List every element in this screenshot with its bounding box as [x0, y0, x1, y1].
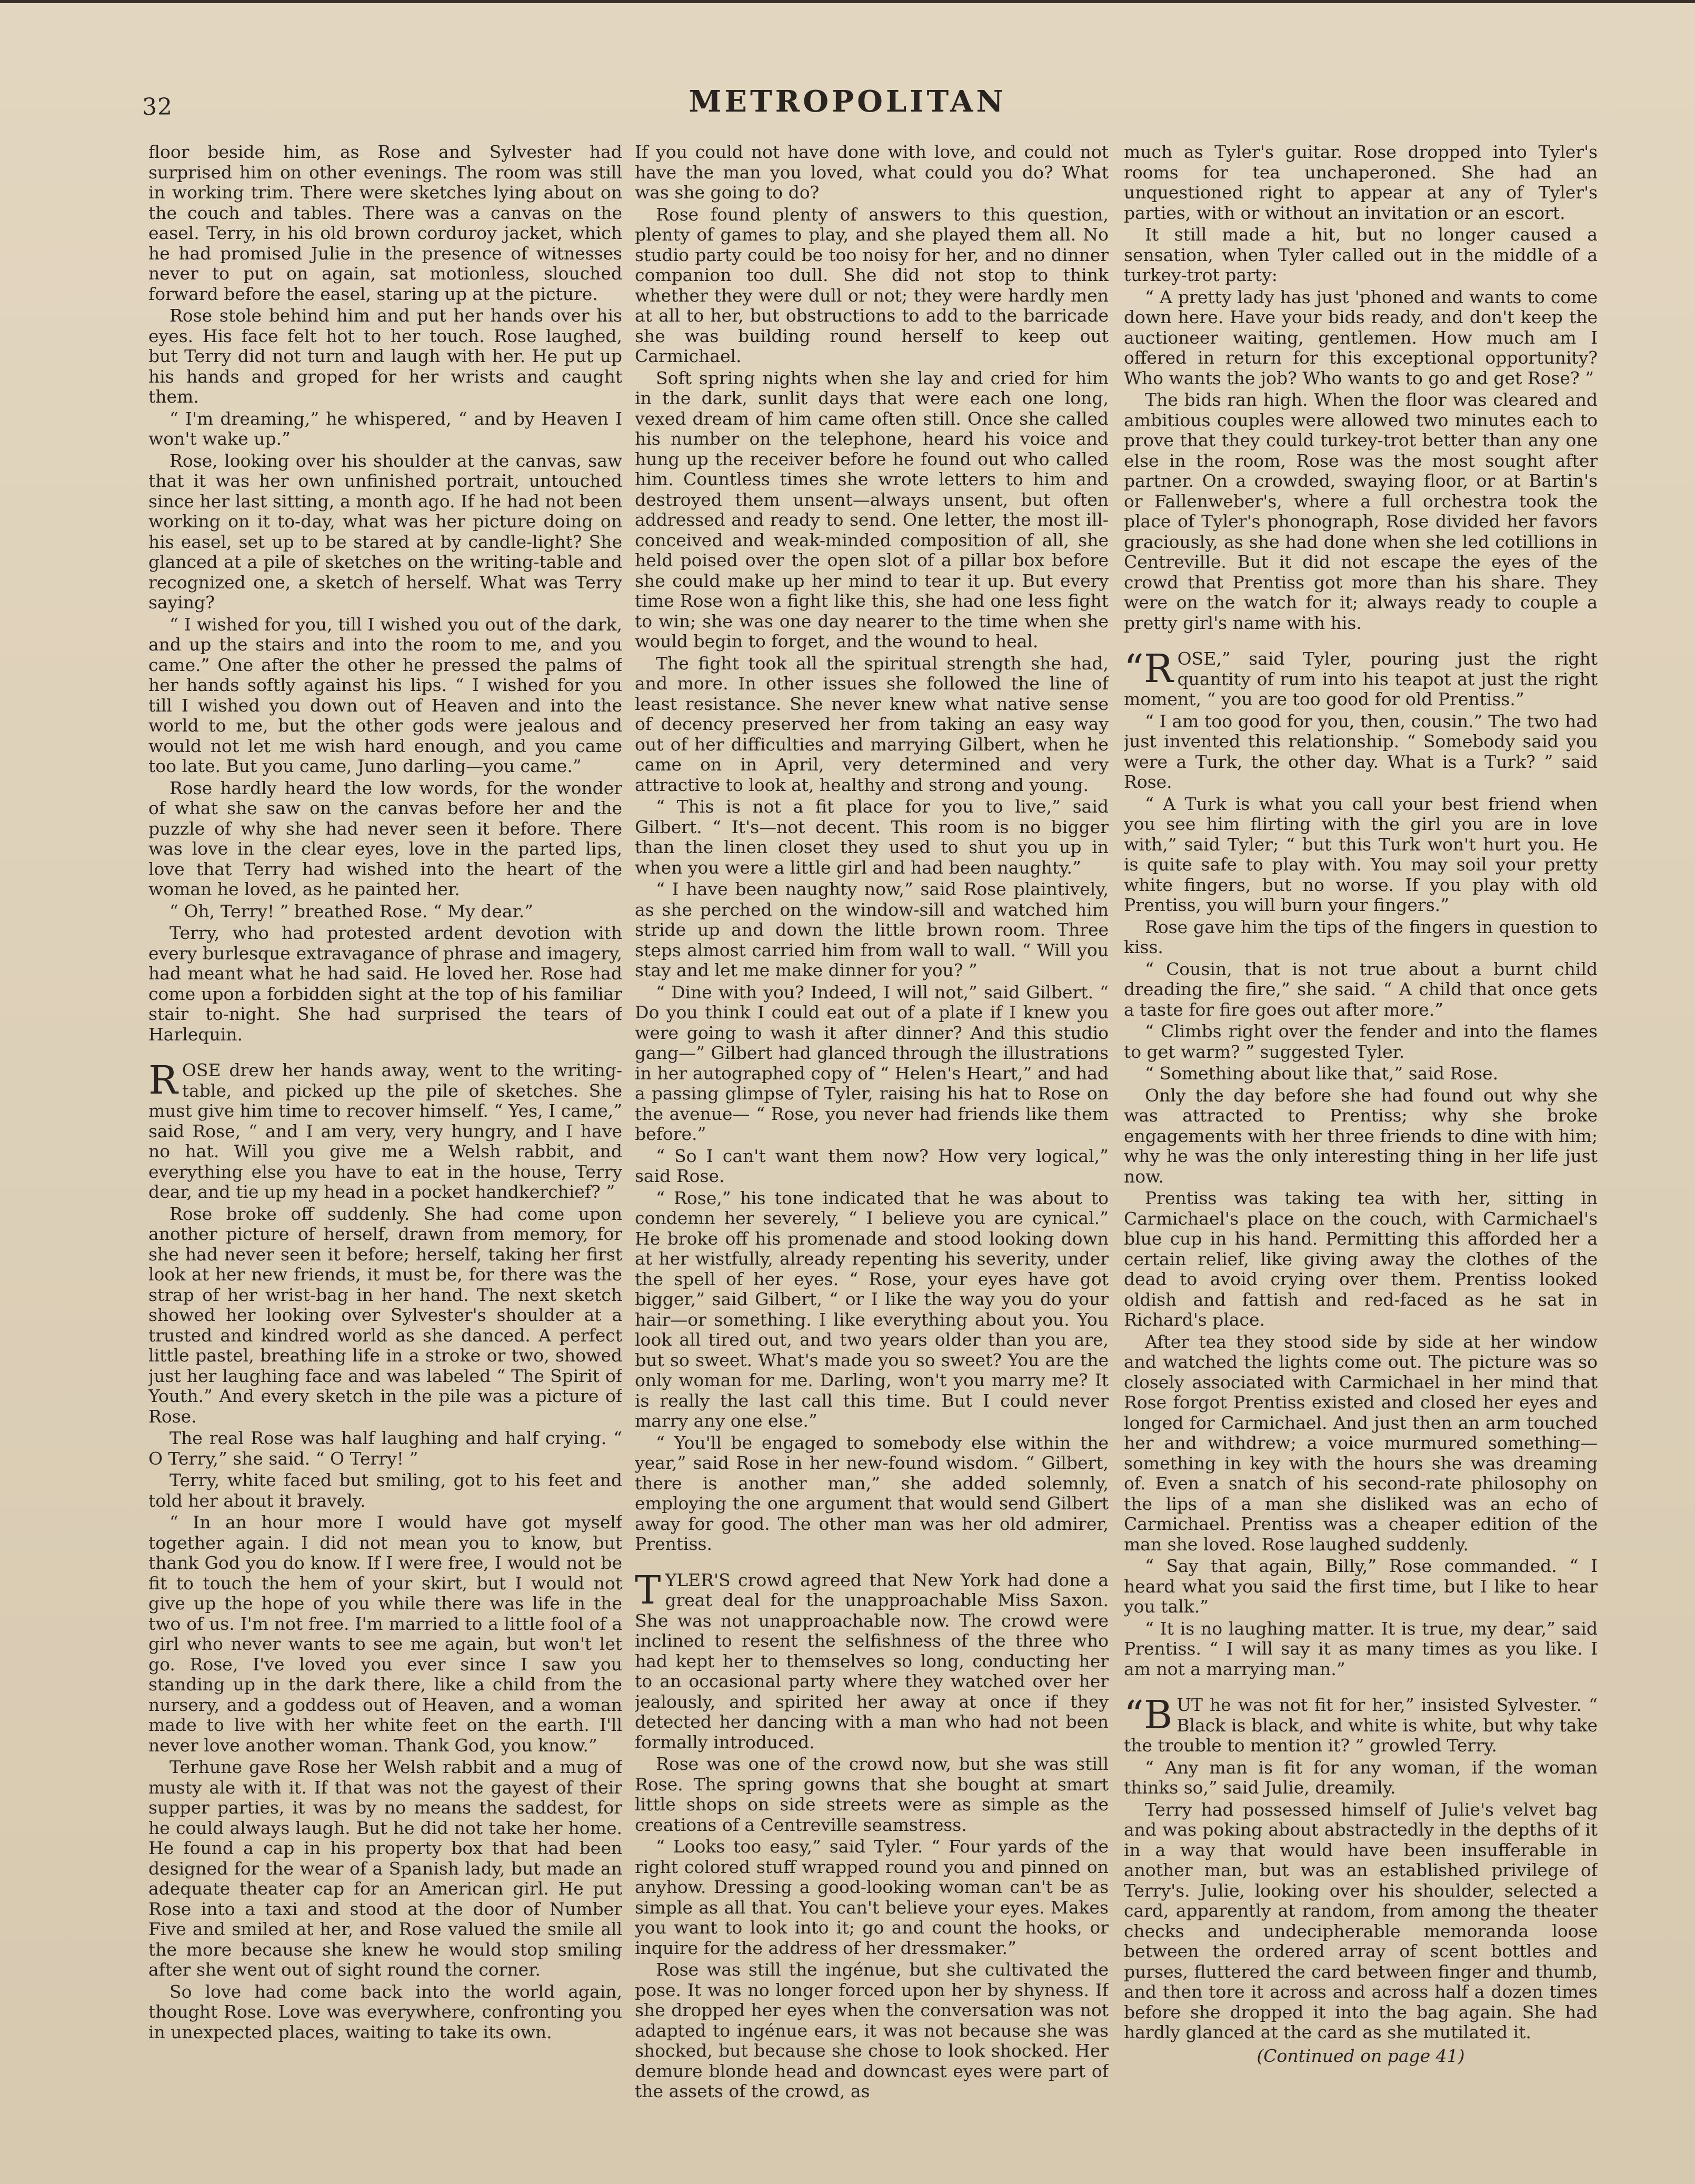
column-1: [148, 142, 622, 2142]
paragraph: “ I am too good for you, then, cousin.” The two had just invented this relationship. “ Somebody said you were a Turk, the other day. What is a Turk? ” said Rose.: [1124, 710, 1598, 792]
column-3: [1124, 142, 1598, 2142]
paragraph: Rose gave him the tips of the fingers in question to kiss.: [1124, 916, 1598, 957]
paragraph-text: UT he was not fit for her,” insisted Sylvester. “ Black is black, and white is white, but why take the trouble to mention it? ” growled Terry.: [1124, 1695, 1598, 1756]
paragraph: After tea they stood side by side at her window and watched the lights come out. The picture was so closely associated with Carmichael in her mind that Rose forgot Prentiss existed and closed her eyes and longed for Carmichael. And just then an arm touched her and withdrew; a voice murmured something—something in key with the hours she was dreaming of. Even a snatch of his second-rate philosophy on the lips of a man she disliked was an echo of Carmichael. Prentiss was a cheaper edition of the man she loved. Rose laughed suddenly.: [1124, 1331, 1598, 1555]
paragraph: “ This is not a fit place for you to live,” said Gilbert. “ It's—not decent. This room is no bigger than the linen closet they used to shut you up in when you were a little girl and had been naughty.”: [635, 796, 1109, 878]
paragraph: Rose broke off suddenly. She had come upon another picture of herself, drawn from memory, for she had never seen it before; herself, taking her first look at her new friends, it must be, for there was the strap of her wrist-bag in her hand. The next sketch showed her looking over Sylvester's shoulder at a trusted and kindred world as she danced. A perfect little pastel, breathing life in a stroke or two, showed just her laughing face and was labeled “ The Spirit of Youth.” And every sketch in the pile was a picture of Rose.: [148, 1203, 622, 1427]
drop-cap: “B: [1124, 1692, 1173, 1738]
paragraph: “ Climbs right over the fender and into the flames to get warm? ” suggested Tyler.: [1124, 1021, 1598, 1062]
paragraph: “ Dine with you? Indeed, I will not,” said Gilbert. “ Do you think I could eat out of a plate if I knew you were going to wash it after dinner? And this studio gang—” Gilbert had glanced through the illustrations in her autographed copy of “ Helen's Heart,” and had a passing glimpse of Tyler, raising his hat to Rose on the avenue— “ Rose, you never had friends like them before.”: [635, 981, 1109, 1144]
paragraph-text: OSE,” said Tyler, pouring just the right quantity of rum into his teapot at just the right moment, “ you are too good for old Prentiss.”: [1124, 648, 1598, 709]
paragraph: So love had come back into the world again, thought Rose. Love was everywhere, confronting you in unexpected places, waiting to take its own.: [148, 1981, 622, 2042]
paragraph: “ Say that again, Billy,” Rose commanded. “ I heard what you said the first time, but I like to hear you talk.”: [1124, 1556, 1598, 1617]
paragraph: Terhune gave Rose her Welsh rabbit and a mug of musty ale with it. If that was not the gayest of their supper parties, it was by no means the saddest, for he could always laugh. But he did not take her home. He found a cap in his property box that had been designed for the wear of a Spanish lady, but made an adequate theater cap for an American girl. He put Rose into a taxi and stood at the door of Number Five and smiled at her, and Rose valued the smile all the more because she knew he would stop smiling after she went out of sight round the corner.: [148, 1757, 622, 1980]
paragraph: “ In an hour more I would have got myself together again. I did not mean you to know, but thank God you do know. If I were free, I would not be fit to touch the hem of your skirt, but I would not give up the hope of you while there was life in the two of us. I'm not free. I'm married to a little fool of a girl who never wants to see me again, but won't let go. Rose, I've loved you ever since I saw you standing up in the dark there, like a child from the nursery, and a goddess out of Heaven, and a woman made to live with her white feet on the earth. I'll never love another woman. Thank God, you know.”: [148, 1512, 622, 1756]
paragraph: Rose stole behind him and put her hands over his eyes. His face felt hot to her touch. Rose laughed, but Terry did not turn and laugh with her. He put up his hands and groped for her wrists and caught them.: [148, 305, 622, 407]
paragraph: Only the day before she had found out why she was attracted to Prentiss; why she broke engagements with her three friends to dine with him; why he was the only interesting thing in her life just now.: [1124, 1085, 1598, 1187]
paragraph: “ A Turk is what you call your best friend when you see him flirting with the girl you are in love with,” said Tyler; “ but this Turk won't hurt you. He is quite safe to play with. You may soil your pretty white fingers, but no worse. If you play with old Prentiss, you will burn your fingers.”: [1124, 793, 1598, 915]
masthead: METROPOLITAN: [689, 84, 1006, 119]
paragraph-text: YLER'S crowd agreed that New York had done a great deal for the unapproachable Miss Saxon. She was not unapproachable now. The crowd were inclined to resent the selfishness of the three who had kept her to themselves so long, conducting her to an occasional party where they watched over her jealously, and spirited her away at once if they detected her dancing with a man who had not been formally introduced.: [635, 1569, 1109, 1752]
paragraph: “ I'm dreaming,” he whispered, “ and by Heaven I won't wake up.”: [148, 408, 622, 449]
section-paragraph: [1124, 646, 1598, 710]
paragraph: floor beside him, as Rose and Sylvester had surprised him on other evenings. The room was still in working trim. There were sketches lying about on the couch and tables. There was a canvas on the easel. Terry, in his old brown corduroy jacket, which he had promised Julie in the presence of witnesses never to put on again, sat motionless, slouched forward before the easel, staring up at the picture.: [148, 142, 622, 304]
drop-cap: T: [635, 1567, 661, 1613]
drop-cap: “R: [1124, 646, 1173, 692]
paragraph: “ You'll be engaged to somebody else within the year,” said Rose in her new-found wisdom. “ Gilbert, there is another man,” she added solemnly, employing the one argument that would send Gilbert away for good. The other man was her old admirer, Prentiss.: [635, 1432, 1109, 1554]
paragraph: “ Cousin, that is not true about a burnt child dreading the fire,” she said. “ A child that once gets a taste for fire goes out after more.”: [1124, 958, 1598, 1020]
paragraph: It still made a hit, but no longer caused a sensation, when Tyler called out in the middle of a turkey-trot party:: [1124, 224, 1598, 285]
continued-note: (Continued on page 41): [1257, 2045, 1465, 2066]
paragraph: “ I have been naughty now,” said Rose plaintively, as she perched on the window-sill and watched him stride up and down the little brown room. Three steps almost carried him from wall to wall. “ Will you stay and let me make dinner for you? ”: [635, 879, 1109, 980]
paragraph: Rose was one of the crowd now, but she was still Rose. The spring gowns that she bought at smart little shops on side streets were as simple as the creations of a Centreville seamstress.: [635, 1754, 1109, 1835]
column-2: [635, 142, 1109, 2142]
paragraph: Rose hardly heard the low words, for the wonder of what she saw on the canvas before her and the puzzle of why she had never seen it before. There was love in the clear eyes, love in the parted lips, love that Terry had wished into the heart of the woman he loved, as he painted her.: [148, 777, 622, 899]
paragraph: Terry, white faced but smiling, got to his feet and told her about it bravely.: [148, 1470, 622, 1511]
paragraph: The bids ran high. When the floor was cleared and ambitious couples were allowed two minutes each to prove that they could turkey-trot better than any one else in the room, Rose was the most sought after partner. On a crowded, swaying floor, or at Bartin's or Fallenweber's, where a full orchestra took the place of Tyler's phonograph, Rose divided her favors graciously, as she had done when she led cotillions in Centreville. But it did not escape the eyes of the crowd that Prentiss got more than his share. They were on the watch for it; always ready to couple a pretty girl's name with his.: [1124, 389, 1598, 633]
paragraph: “ I wished for you, till I wished you out of the dark, and up the stairs and into the room to me, and you came.” One after the other he pressed the palms of her hands softly against his lips. “ I wished for you till I wished you down out of Heaven and into the world to me, but the other gods were jealous and would not let me wish hard enough, and you came too late. But you came, Juno darling—you came.”: [148, 614, 622, 776]
paragraph: “ Looks too easy,” said Tyler. “ Four yards of the right colored stuff wrapped round you and pinned on anyhow. Dressing a good-looking woman can't be as simple as all that. You can't believe your eyes. Makes you want to look into it; go and count the hooks, or inquire for the address of her dressmaker.”: [635, 1836, 1109, 1958]
paragraph: “ Any man is fit for any woman, if the woman thinks so,” said Julie, dreamily.: [1124, 1757, 1598, 1798]
paragraph: “ Rose,” his tone indicated that he was about to condemn her severely, “ I believe you are cynical.” He broke off his promenade and stood looking down at her wistfully, already repenting his severity, under the spell of her eyes. “ Rose, your eyes have got bigger,” said Gilbert, “ or I like the way you do your hair—or something. I like everything about you. You look all tired out, and two years older than you are, but so sweet. What's made you so sweet? You are the only woman for me. Darling, won't you marry me? It is really the last call this time. But I could never marry any one else.”: [635, 1187, 1109, 1431]
paragraph: Rose, looking over his shoulder at the canvas, saw that it was her own unfinished portrait, untouched since her last sitting, a month ago. If he had not been working on it to-day, what was her picture doing on his easel, set up to be stared at by candle-light? She glanced at a pile of sketches on the writing-table and recognized one, a sketch of herself. What was Terry saying?: [148, 450, 622, 613]
paragraph: Soft spring nights when she lay and cried for him in the dark, sunlit days that were each one long, vexed dream of him came often still. Once she called his number on the telephone, heard his voice and hung up the receiver before he found out who called him. Countless times she wrote letters to him and destroyed them unsent—always unsent, but often addressed and ready to send. One letter, the most ill-conceived and weak-minded composition of all, she held poised over the open slot of a pillar box before she could make up her mind to tear it up. But every time Rose won a fight like this, she had one less fight to win; she was one day nearer to the time when she would begin to forget, and the wound to heal.: [635, 367, 1109, 652]
paragraph-text: OSE drew her hands away, went to the writing-table, and picked up the pile of sketches. She must give him time to recover himself. “ Yes, I came,” said Rose, “ and I am very, very hungry, and I have no hat. Will you give me a Welsh rabbit, and everything else you have to eat in the house, Terry dear, and tie up my head in a pocket handkerchief? ”: [148, 1060, 622, 1202]
paragraph: The fight took all the spiritual strength she had, and more. In other issues she followed the line of least resistance. She never knew what native sense of decency preserved her from taking an easy way out of her difficulties and marrying Gilbert, when he came on in April, very determined and very attractive to look at, healthy and strong and young.: [635, 653, 1109, 795]
paragraph: much as Tyler's guitar. Rose dropped into Tyler's rooms for tea unchaperoned. She had an unquestioned right to appear at any of Tyler's parties, with or without an invitation or an escort.: [1124, 142, 1598, 223]
paragraph: Rose found plenty of answers to this question, plenty of games to play, and she played them all. No studio party could be too noisy for her, and no dinner companion too dull. She did not stop to think whether they were dull or not; they were hardly men at all to her, but obstructions to add to the barricade she was building round herself to keep out Carmichael.: [635, 204, 1109, 366]
paragraph: If you could not have done with love, and could not have the man you loved, what could you do? What was she going to do?: [635, 142, 1109, 203]
section-paragraph: [635, 1567, 1109, 1753]
paragraph: “ Something about like that,” said Rose.: [1145, 1063, 1499, 1084]
paragraph: Rose was still the ingénue, but she cultivated the pose. It was no longer forced upon her by shyness. If she dropped her eyes when the conversation was not adapted to ingénue ears, it was not because she was shocked, but because she chose to look shocked. Her demure blonde head and downcast eyes were part of the assets of the crowd, as: [635, 1959, 1109, 2101]
paragraph: “ Oh, Terry! ” breathed Rose. “ My dear.”: [170, 900, 533, 921]
paragraph: Terry, who had protested ardent devotion with every burlesque extravagance of phrase and imagery, had meant what he had said. He loved her. Rose had come upon a forbidden sight at the top of his familiar stair to-night. She had surprised the tears of Harlequin.: [148, 923, 622, 1045]
section-paragraph: [1124, 1692, 1598, 1756]
paragraph: “ A pretty lady has just 'phoned and wants to come down here. Have your bids ready, and don't keep the auctioneer waiting, gentlemen. How much am I offered in return for this exceptional opportunity? Who wants the job? Who wants to go and get Rose? ”: [1124, 286, 1598, 388]
paragraph: “ It is no laughing matter. It is true, my dear,” said Prentiss. “ I will say it as many times as you like. I am not a marrying man.”: [1124, 1618, 1598, 1679]
section-paragraph: [148, 1060, 622, 1203]
drop-cap: R: [148, 1058, 178, 1103]
paragraph: “ So I can't want them now? How very logical,” said Rose.: [635, 1145, 1109, 1186]
paragraph: Prentiss was taking tea with her, sitting in Carmichael's place on the couch, with Carmichael's blue cup in his hand. Permitting this afforded her a certain relief, like giving away the clothes of the dead to avoid crying over them. Prentiss looked oldish and fattish and red-faced as he sat in Richard's place.: [1124, 1188, 1598, 1330]
page-number: 32: [142, 94, 173, 121]
paragraph: Terry had possessed himself of Julie's velvet bag and was poking about abstractedly in the depths of it in a way that would have been insufferable in another man, but was an established privilege of Terry's. Julie, looking over his shoulder, selected a card, apparently at random, from among the theater checks and undecipherable memoranda loose between the ordered array of scent bottles and purses, fluttered the card between finger and thumb, and then tore it across and across half a dozen times before she dropped it into the bag again. She had hardly glanced at the card as she mutilated it.: [1124, 1799, 1598, 2042]
top-edge: [0, 0, 1695, 3]
paragraph: The real Rose was half laughing and half crying. “ O Terry,” she said. “ O Terry! ”: [148, 1428, 622, 1469]
